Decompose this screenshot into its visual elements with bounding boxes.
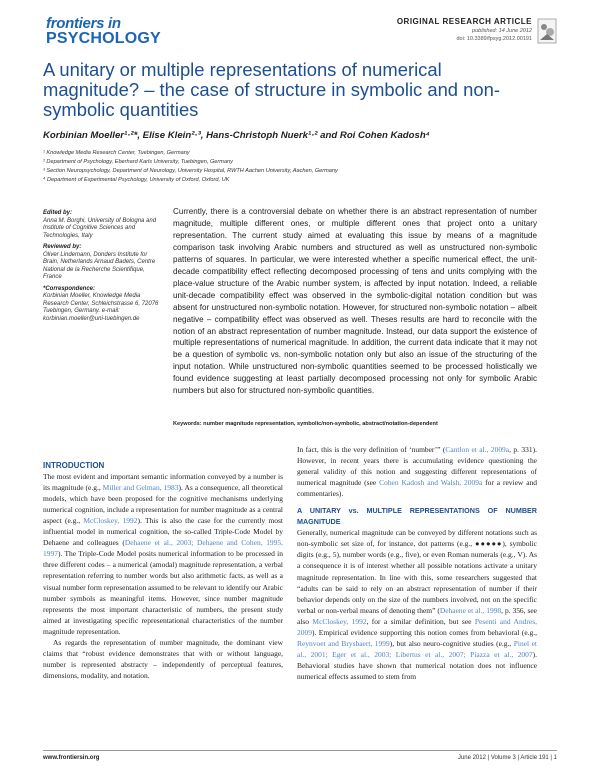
intro-paragraph-1: The most evident and important semantic information conveyed by a number is its magnitude (e.g., Miller and Gelman, 1983). As a consequence, all theoretical models, which have been proposed for the cognitive mechanisms underlying numerical cognition, include a representation for number magnitude as a central aspect (e.g., McCloskey, 1992). This is also the case for the currently most influential model in numerical cognition, the so-called Triple-Code Model by Dehaene and colleagues (Dehaene et al., 2003; Dehaene and Cohen, 1995, 1997). The Triple-Code Model posits numerical information to be processed in three different codes – a numerical (amodal) magnitude representation, a verbal representation referring to number words but also arithmetic facts, as well as a visual number form representation assumed to be relevant to identify our Arabic number symbols as meaningful items. However, since number magnitude represents the most important characteristic of numbers, the present study aimed at investigating specific representational characteristics of the number magnitude representation. (43, 472, 283, 636)
footer-url-link[interactable]: www.frontiersin.org (43, 755, 100, 761)
intro-paragraph-2: As regards the representation of number magnitude, the dominant view claims that “robust evidence demonstrates that with or without language, number is represented abstracty – independently of perceptual features, dimensions, modality, and notation. (43, 637, 283, 680)
keywords: Keywords: number magnitude representation, symbolic/non-symbolic, abstract/notation-dependent (173, 421, 438, 427)
article-type: ORIGINAL RESEARCH ARTICLE (396, 17, 532, 26)
body-column-left (43, 460, 283, 681)
edited-by-label: Edited by: (43, 210, 73, 216)
citation-link[interactable]: Reynvoet and Brysbaert, 1999 (297, 638, 390, 648)
journal-cover-icon (537, 18, 557, 44)
article-title: A unitary or multiple representations of numerical magnitude? – the case of structure in symbolic and non-symbolic quantities (43, 59, 500, 120)
introduction-heading: INTRODUCTION (43, 461, 105, 470)
correspondence-text: Korbinian Moeller, Knowledge Media Research Center, Schleichstrasse 6, 72076 Tuebingen, Germany. e-mail: korbinian.moeller@uni-tuebingen.de (43, 293, 159, 322)
authors: Korbinian Moeller¹·²*, Elise Klein²·³, Hans-Christoph Nuerk¹·² and Roi Cohen Kadosh⁴ (43, 130, 430, 141)
affiliation-1: ¹ Knowledge Media Research Center, Tuebingen, Germany (43, 150, 190, 156)
published-date: published: 14 June 2012 (472, 28, 532, 34)
section-2-heading: A UNITARY vs. MULTIPLE REPRESENTATIONS OF NUMBER MAGNITUDE (297, 506, 537, 527)
citation-link[interactable]: Pinel et al., 2001; Eger et al., 2003; Libertus et al., 2007; Piazza et al., 2007 (297, 638, 537, 659)
citation-link[interactable]: Dehaene et al., 2003; Dehaene and Cohen, 1995, 1997 (43, 538, 283, 559)
correspondence-label: *Correspondence: (43, 285, 96, 292)
affiliation-2: ² Department of Psychology, Eberhard Karls University, Tuebingen, Germany (43, 159, 233, 165)
citation-link[interactable]: McCloskey, 1992 (83, 516, 138, 526)
citation-link[interactable]: Miller and Gelman, 1983 (102, 483, 179, 493)
right-paragraph-2: Generally, numerical magnitude can be conveyed by different notations such as non-symbolic set size of, for instance, dot patterns (e.g., ●●●●●), symbolic digits (e.g., 5), number words (e.g., five), or even Roman numerals (e.g., V). As a consequence it is of interest whether all possible notations activate a unitary magnitude representation. In line with this, some researchers suggested that “adults can be said to rely on an abstract representation of number if their behavior depends only on the size of the numbers involved, not on the specific verbal or non-verbal means of denoting them” (Dehaene et al., 1998, p. 356, see also McCloskey, 1992, for a similar definition, but see Pesenti and Andres, 2009). Empirical evidence supporting this notion comes from behavioral (e.g., Reynvoet and Brysbaert, 1999), but also neuro-cognitive studies (e.g., Pinel et al., 2001; Eger et al., 2003; Libertus et al., 2007; Piazza et al., 2007). Behavioral studies have shown that numerical notation does not influence numerical effects assumed to stem from (297, 528, 537, 681)
footer-divider (43, 750, 557, 751)
body-column-right (297, 444, 537, 682)
journal-logo (46, 16, 166, 48)
logo-bottom-text: PSYCHOLOGY (46, 30, 161, 47)
reviewed-by-text: Oliver Lindemann, Donders Institute for Brain, Netherlands Arnaud Badets, Centre National de la Recherche Scientifique, France (43, 251, 156, 280)
affiliation-3: ³ Section Neuropsychology, Department of Neurology, University Hospital, RWTH Aachen University, Aachen, Germany (43, 168, 338, 174)
citation-link[interactable]: McCloskey, 1992 (312, 616, 367, 626)
citation-link[interactable]: Cantlon et al., 2009a (445, 445, 510, 454)
footer-issue-info: June 2012 | Volume 3 | Article 191 | 1 (457, 755, 557, 761)
edited-by-text: Anna M. Borghi, University of Bologna and Institute of Cognitive Sciences and Technologies, Italy (43, 217, 157, 239)
reviewed-by-label: Reviewed by: (43, 244, 82, 250)
citation-link[interactable]: Cohen Kadosh and Walsh, 2009a (379, 478, 483, 488)
doi: doi: 10.3389/fpsyg.2012.00191 (456, 36, 532, 42)
logo-top-text: frontiers in (46, 15, 121, 32)
right-paragraph-1: In fact, this is the very definition of ‘number’” (Cantlon et al., 2009a, p. 331). However, in recent years there is accumulating evidence questioning the general validity of this notion and suggesting different representations of numerical magnitude (see Cohen Kadosh and Walsh, 2009a for a review and commentaries). (297, 445, 537, 499)
sidebar-notes (43, 210, 161, 327)
abstract: Currently, there is a controversial debate on whether there is an abstract representation of number magnitude, multiple different ones, or multiple different ones that project onto a unitary representation. The current study aimed at evaluating this issue by means of a magnitude comparison task involving Arabic numbers and structured as well as unstructured non-symbolic patterns of squares. In particular, we were interested whether a specific numerical effect, the unit-decade compatibility effect reflecting decomposed processing of tens and units complying with the place-value structure of the Arabic number system, is affected by input notation. Indeed, a reliable unit-decade compatibility effect was observed in the symbolic-digital notation condition but was absent for unstructured non-symbolic notation. However, for structured non-symbolic notation – albeit negative – compatibility effect was observed as well. Theses results are hard to reconcile with the notion of an abstract representation of number magnitude. Instead, our data support the existence of multiple representations of numerical magnitude. In addition, the current data indicate that it may not be a question of symbolic vs. non-symbolic notation only but also an issue of the structuring of the input notation. While unstructured non-symbolic quantities seemed to be processed holistically we found evidence suggesting at least partially decomposed processing not only for symbolic Arabic numbers but also for structured non-symbolic quantities. (173, 207, 537, 396)
citation-link[interactable]: Pesenti and Andres, 2009 (297, 616, 537, 637)
citation-link[interactable]: Dehaene et al., 1998 (439, 605, 502, 615)
affiliation-4: ⁴ Department of Experimental Psychology, University of Oxford, Oxford, UK (43, 177, 230, 183)
